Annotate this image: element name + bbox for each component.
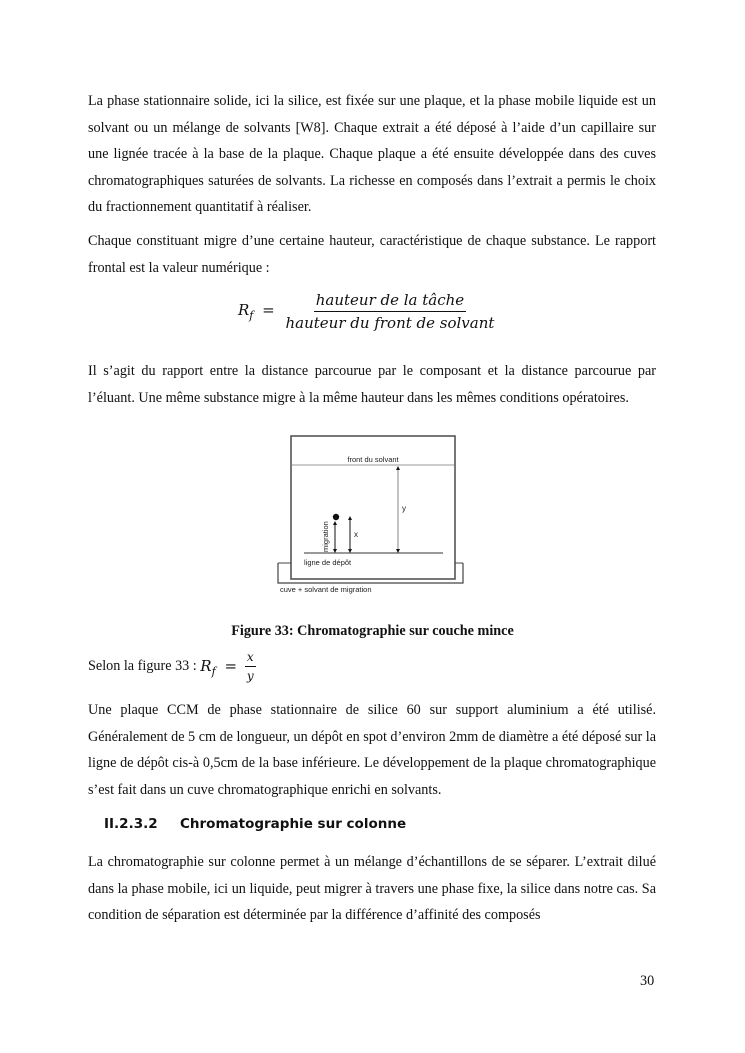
tank-label: cuve + solvant de migration — [280, 585, 372, 594]
x-distance-label: x — [354, 530, 358, 539]
paragraph-rf-intro: Chaque constituant migre d’une certaine hauteur, caractéristique de chaque substance. Le rapport frontal est la valeur numérique : — [88, 233, 656, 276]
eq-equals: = — [262, 301, 275, 319]
y-distance-label: y — [402, 504, 406, 513]
section-heading — [104, 816, 406, 832]
eq-xy-equals: = — [224, 656, 238, 675]
paragraph-rf-figure — [88, 650, 256, 683]
section-title: Chromatographie sur colonne — [180, 816, 407, 832]
paragraph-stationary-phase: La phase stationnaire solide, ici la silice, est fixée sur une plaque, et la phase mobile liquide est un solvant ou un mélange de solvants [W8]. Chaque extrait a été déposé à l’aide d’un capillaire sur une lignée tracée à la base de la plaque. Chaque plaque a été ensuite développée dans des cuves chromatographiques saturées de solvants. La richesse en composés dans l’extrait a permis le choix du fractionnement quantitatif à réaliser. — [88, 93, 656, 215]
eq-xy-lhs-sub: f — [211, 664, 216, 678]
equation-rf-xy — [200, 650, 255, 683]
eq-numerator: hauteur de la tâche — [314, 291, 466, 312]
eq-fraction — [286, 291, 495, 332]
sample-spot — [333, 514, 339, 520]
paragraph-rf-explanation: Il s’agit du rapport entre la distance parcourue par le composant et la distance parcourue par l’éluant. Une même substance migre à la même hauteur dans les mêmes conditions opératoires. — [88, 363, 656, 406]
page-number: 30 — [640, 973, 655, 989]
rf-figure-prefix: Selon la figure 33 : — [88, 658, 201, 674]
deposit-line-label: ligne de dépôt — [304, 558, 352, 567]
eq-xy-numerator: x — [245, 650, 256, 667]
eq-xy-lhs: R — [200, 656, 212, 675]
equation-rf-definition — [238, 291, 494, 332]
section-number: II.2.3.2 — [104, 816, 158, 832]
migration-label: migration — [321, 521, 330, 552]
paragraph-tlc-plate: Une plaque CCM de phase stationnaire de silice 60 sur support aluminium a été utilisé. Généralement de 5 cm de longueur, un dépôt en spot d’environ 2mm de diamètre a été déposé sur la ligne de dépôt cis-à 0,5cm de la base inférieure. Le développement de la plaque chromatographique s’est fait dans un cuve chromatographique enrichi en solvants. — [88, 702, 656, 798]
eq-denominator: hauteur du front de solvant — [285, 314, 495, 332]
tlc-diagram — [270, 430, 470, 600]
eq-xy-denominator: y — [246, 669, 254, 683]
front-label: front du solvant — [347, 455, 399, 464]
eq-lhs: R — [238, 301, 250, 319]
figure-caption: Figure 33: Chromatographie sur couche mince — [231, 623, 514, 639]
paragraph-column-chromatography: La chromatographie sur colonne permet à un mélange d’échantillons de se séparer. L’extrait dilué dans la phase mobile, ici un liquide, peut migrer à travers une phase fixe, la silice dans notre cas. Sa condition de séparation est déterminée par la différence d’affinité des composés — [88, 854, 656, 923]
eq-lhs-sub: f — [249, 309, 254, 322]
eq-xy-fraction — [245, 650, 256, 683]
